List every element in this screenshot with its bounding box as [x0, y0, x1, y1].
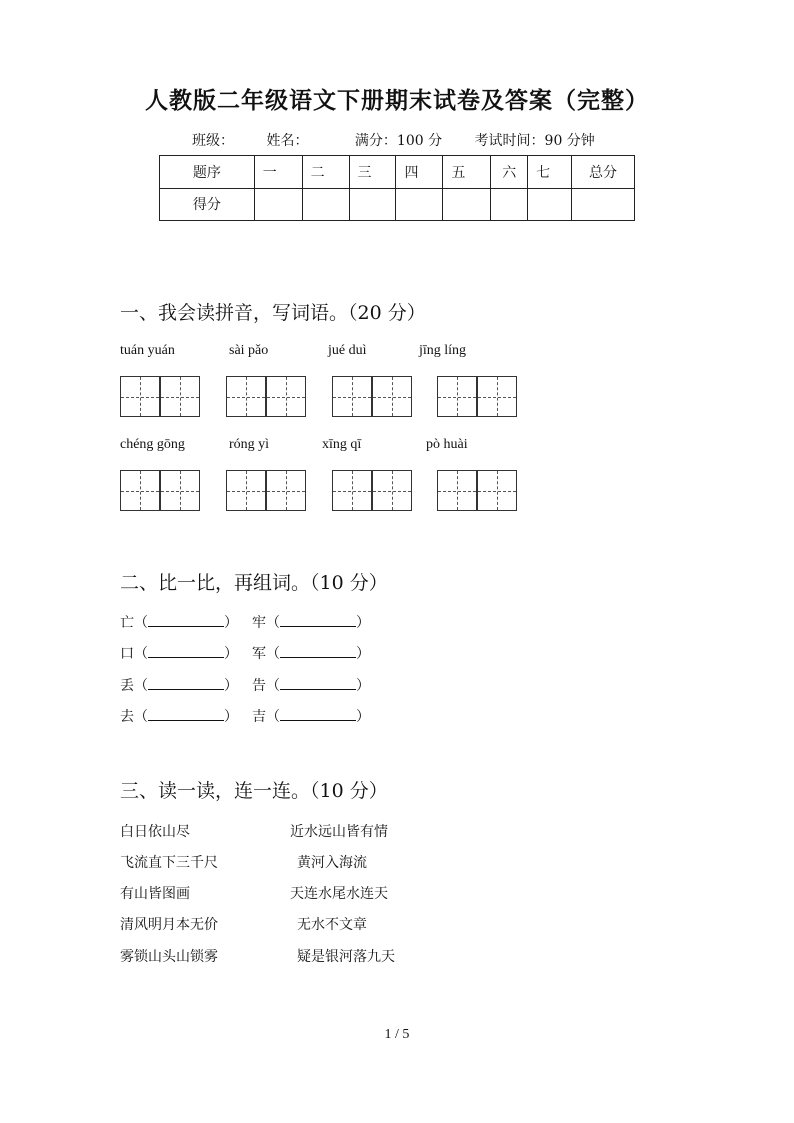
page-title: 人教版二年级语文下册期末试卷及答案（完整）	[145, 87, 649, 114]
writing-grid-box[interactable]	[226, 376, 266, 417]
score-table-header-row	[160, 156, 635, 189]
writing-grid-box[interactable]	[477, 376, 517, 417]
writing-grid-box[interactable]	[437, 470, 477, 511]
answer-blank[interactable]	[280, 612, 356, 627]
score-cell[interactable]	[572, 188, 635, 221]
poem-line-right[interactable]: 黄河入海流	[297, 855, 367, 871]
answer-blank[interactable]	[148, 643, 224, 658]
compare-row: 丢（ ） 告（ ）	[120, 675, 370, 695]
poem-line-right[interactable]: 近水远山皆有情	[290, 824, 388, 840]
writing-grid-box[interactable]	[266, 376, 306, 417]
score-cell[interactable]	[254, 188, 302, 221]
answer-blank[interactable]	[280, 706, 356, 721]
full-score: 满分：100 分	[354, 133, 443, 149]
compare-char: 牢	[252, 615, 266, 631]
poem-line-right[interactable]: 无水不文章	[297, 917, 367, 933]
writing-grid-box[interactable]	[477, 470, 517, 511]
pinyin-label: tuán yuán	[120, 343, 175, 358]
pinyin-label: jué duì	[328, 343, 367, 358]
writing-grid-box[interactable]	[332, 470, 372, 511]
writing-grid-box[interactable]	[160, 376, 200, 417]
table-header-cell: 二	[302, 156, 349, 189]
writing-grid-box[interactable]	[120, 376, 160, 417]
compare-char: 吉	[252, 709, 266, 725]
writing-grid-box[interactable]	[226, 470, 266, 511]
poem-line-left[interactable]: 飞流直下三千尺	[120, 855, 218, 871]
score-cell[interactable]	[528, 188, 572, 221]
compare-row: 口（ ） 军（ ）	[120, 643, 370, 663]
pinyin-label: sài pǎo	[229, 343, 269, 358]
compare-char: 告	[252, 678, 266, 694]
compare-char: 丢	[120, 678, 134, 694]
poem-line-left[interactable]: 雾锁山头山锁雾	[120, 949, 218, 965]
table-header-cell: 题序	[160, 156, 255, 189]
answer-blank[interactable]	[148, 612, 224, 627]
table-header-cell: 七	[528, 156, 572, 189]
writing-grid-box[interactable]	[332, 376, 372, 417]
exam-time: 考试时间：90 分钟	[474, 133, 595, 149]
poem-line-right[interactable]: 疑是银河落九天	[297, 949, 395, 965]
compare-row: 去（ ） 吉（ ）	[120, 706, 370, 726]
compare-char: 亡	[120, 615, 134, 631]
writing-grid-box[interactable]	[372, 470, 412, 511]
compare-char: 军	[252, 646, 266, 662]
writing-grid-box[interactable]	[266, 470, 306, 511]
answer-blank[interactable]	[148, 675, 224, 690]
compare-row: 亡（ ） 牢（ ）	[120, 612, 370, 632]
compare-char: 口	[120, 646, 134, 662]
table-row-label: 得分	[160, 188, 255, 221]
table-header-cell: 六	[491, 156, 528, 189]
section-3-heading: 三、读一读，连一连。（10 分）	[120, 780, 388, 802]
writing-grid-box[interactable]	[120, 470, 160, 511]
section-2-heading: 二、比一比，再组词。（10 分）	[120, 572, 388, 594]
pinyin-label: róng yì	[229, 437, 270, 452]
pinyin-label: jīng líng	[419, 343, 467, 358]
score-cell[interactable]	[443, 188, 491, 221]
name-label: 姓名：	[266, 133, 309, 149]
compare-char: 去	[120, 709, 134, 725]
score-table	[159, 155, 635, 221]
table-header-cell: 总分	[572, 156, 635, 189]
table-header-cell: 三	[349, 156, 396, 189]
score-table-score-row	[160, 188, 635, 221]
score-cell[interactable]	[491, 188, 528, 221]
pinyin-label: chéng gōng	[120, 437, 185, 452]
score-cell[interactable]	[349, 188, 396, 221]
writing-grid-box[interactable]	[372, 376, 412, 417]
section-1-heading: 一、我会读拼音，写词语。（20 分）	[120, 302, 426, 324]
pinyin-label: xīng qī	[322, 437, 362, 452]
answer-blank[interactable]	[148, 706, 224, 721]
poem-line-left[interactable]: 白日依山尽	[120, 824, 190, 840]
writing-grid-box[interactable]	[160, 470, 200, 511]
exam-info	[192, 130, 623, 150]
answer-blank[interactable]	[280, 643, 356, 658]
poem-line-left[interactable]: 清风明月本无价	[120, 917, 218, 933]
table-header-cell: 五	[443, 156, 491, 189]
writing-grid-box[interactable]	[437, 376, 477, 417]
table-header-cell: 四	[396, 156, 443, 189]
poem-line-left[interactable]: 有山皆图画	[120, 886, 190, 902]
pinyin-label: pò huài	[426, 437, 468, 452]
class-label: 班级：	[192, 133, 234, 149]
table-header-cell: 一	[254, 156, 302, 189]
page-number: 1 / 5	[384, 1027, 410, 1042]
score-cell[interactable]	[302, 188, 349, 221]
score-cell[interactable]	[396, 188, 443, 221]
answer-blank[interactable]	[280, 675, 356, 690]
poem-line-right[interactable]: 天连水尾水连天	[290, 886, 388, 902]
